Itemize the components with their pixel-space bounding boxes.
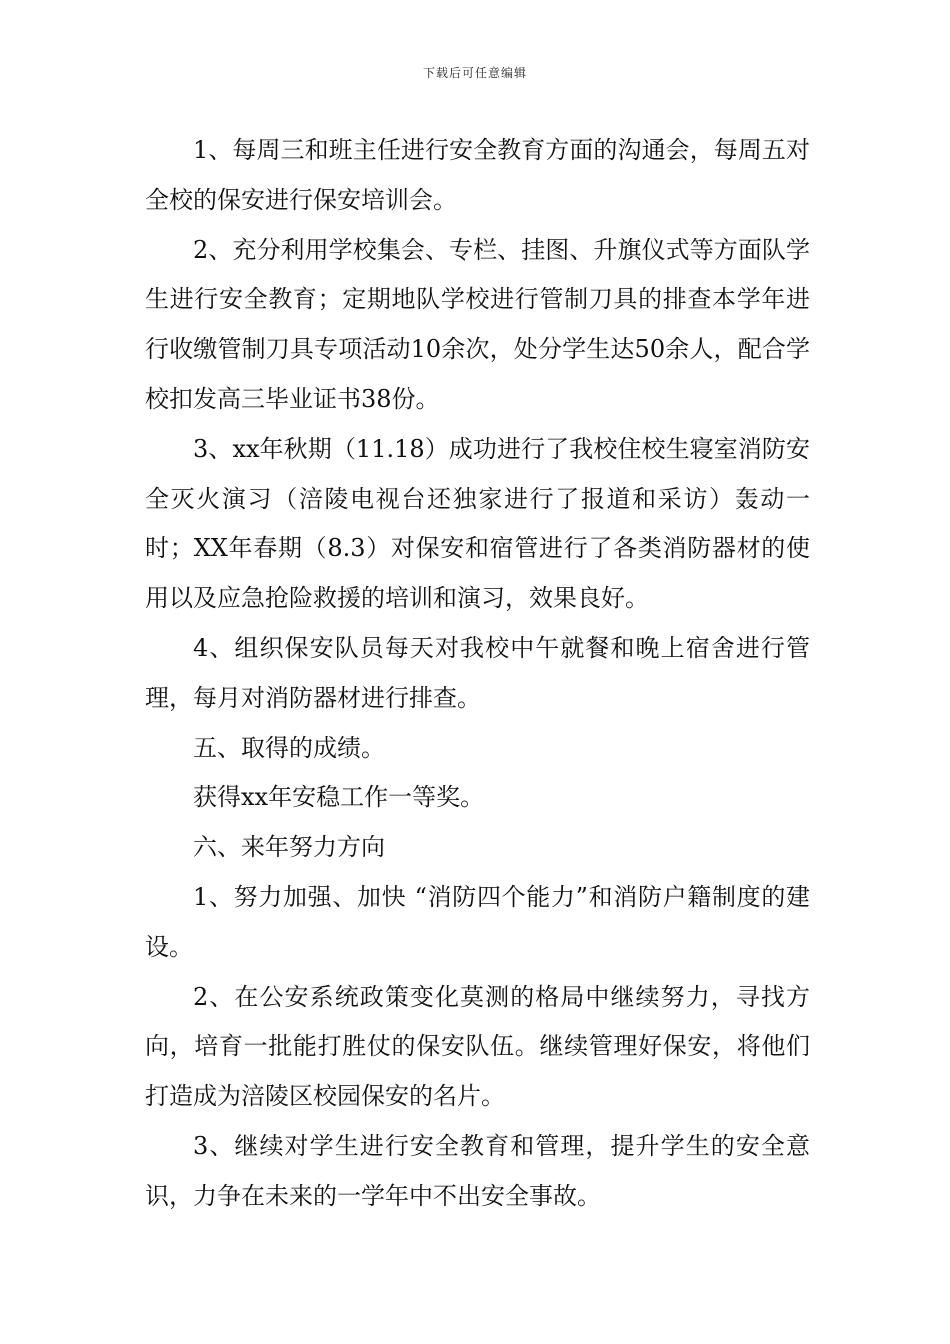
section-heading-next-year: 六、来年努力方向 — [193, 833, 385, 862]
goal-1: 1、努力加强、加快 “消防四个能力”和消防户籍制度的建设。 — [145, 882, 810, 961]
page-header-note: 下载后可任意编辑 — [422, 66, 527, 80]
paragraph-award: 获得xx年安稳工作一等奖。 — [193, 783, 485, 812]
section-heading-achievements: 五、取得的成绩。 — [193, 733, 385, 762]
goal-2: 2、在公安系统政策变化莫测的格局中继续努力，寻找方向，培育一批能打胜仗的保安队伍。继续管理好保安，将他们打造成为涪陵区校园保安的名片。 — [145, 982, 810, 1111]
goal-3: 3、继续对学生进行安全教育和管理，提升学生的安全意识，力争在未来的一学年中不出安全事故。 — [145, 1131, 810, 1210]
paragraph-4: 4、组织保安队员每天对我校中午就餐和晚上宿舍进行管理，每月对消防器材进行排查。 — [145, 633, 810, 712]
paragraph-1: 1、每周三和班主任进行安全教育方面的沟通会，每周五对全校的保安进行保安培训会。 — [145, 136, 810, 214]
paragraph-3: 3、xx年秋期（11.18）成功进行了我校住校生寝室消防安全灭火演习（涪陵电视台还独家进行了报道和采访）轰动一时；XX年春期（8.3）对保安和宿管进行了各类消防器材的使用以及应急抢险救援的培训和演习，效果良好。 — [145, 434, 810, 613]
paragraph-2: 2、充分利用学校集会、专栏、挂图、升旗仪式等方面队学生进行安全教育；定期地队学校进行管制刀具的排查本学年进行收缴管制刀具专项活动10余次，处分学生达50余人，配合学校扣发高三毕业证书38份。 — [145, 235, 810, 413]
document-body — [145, 126, 810, 1222]
